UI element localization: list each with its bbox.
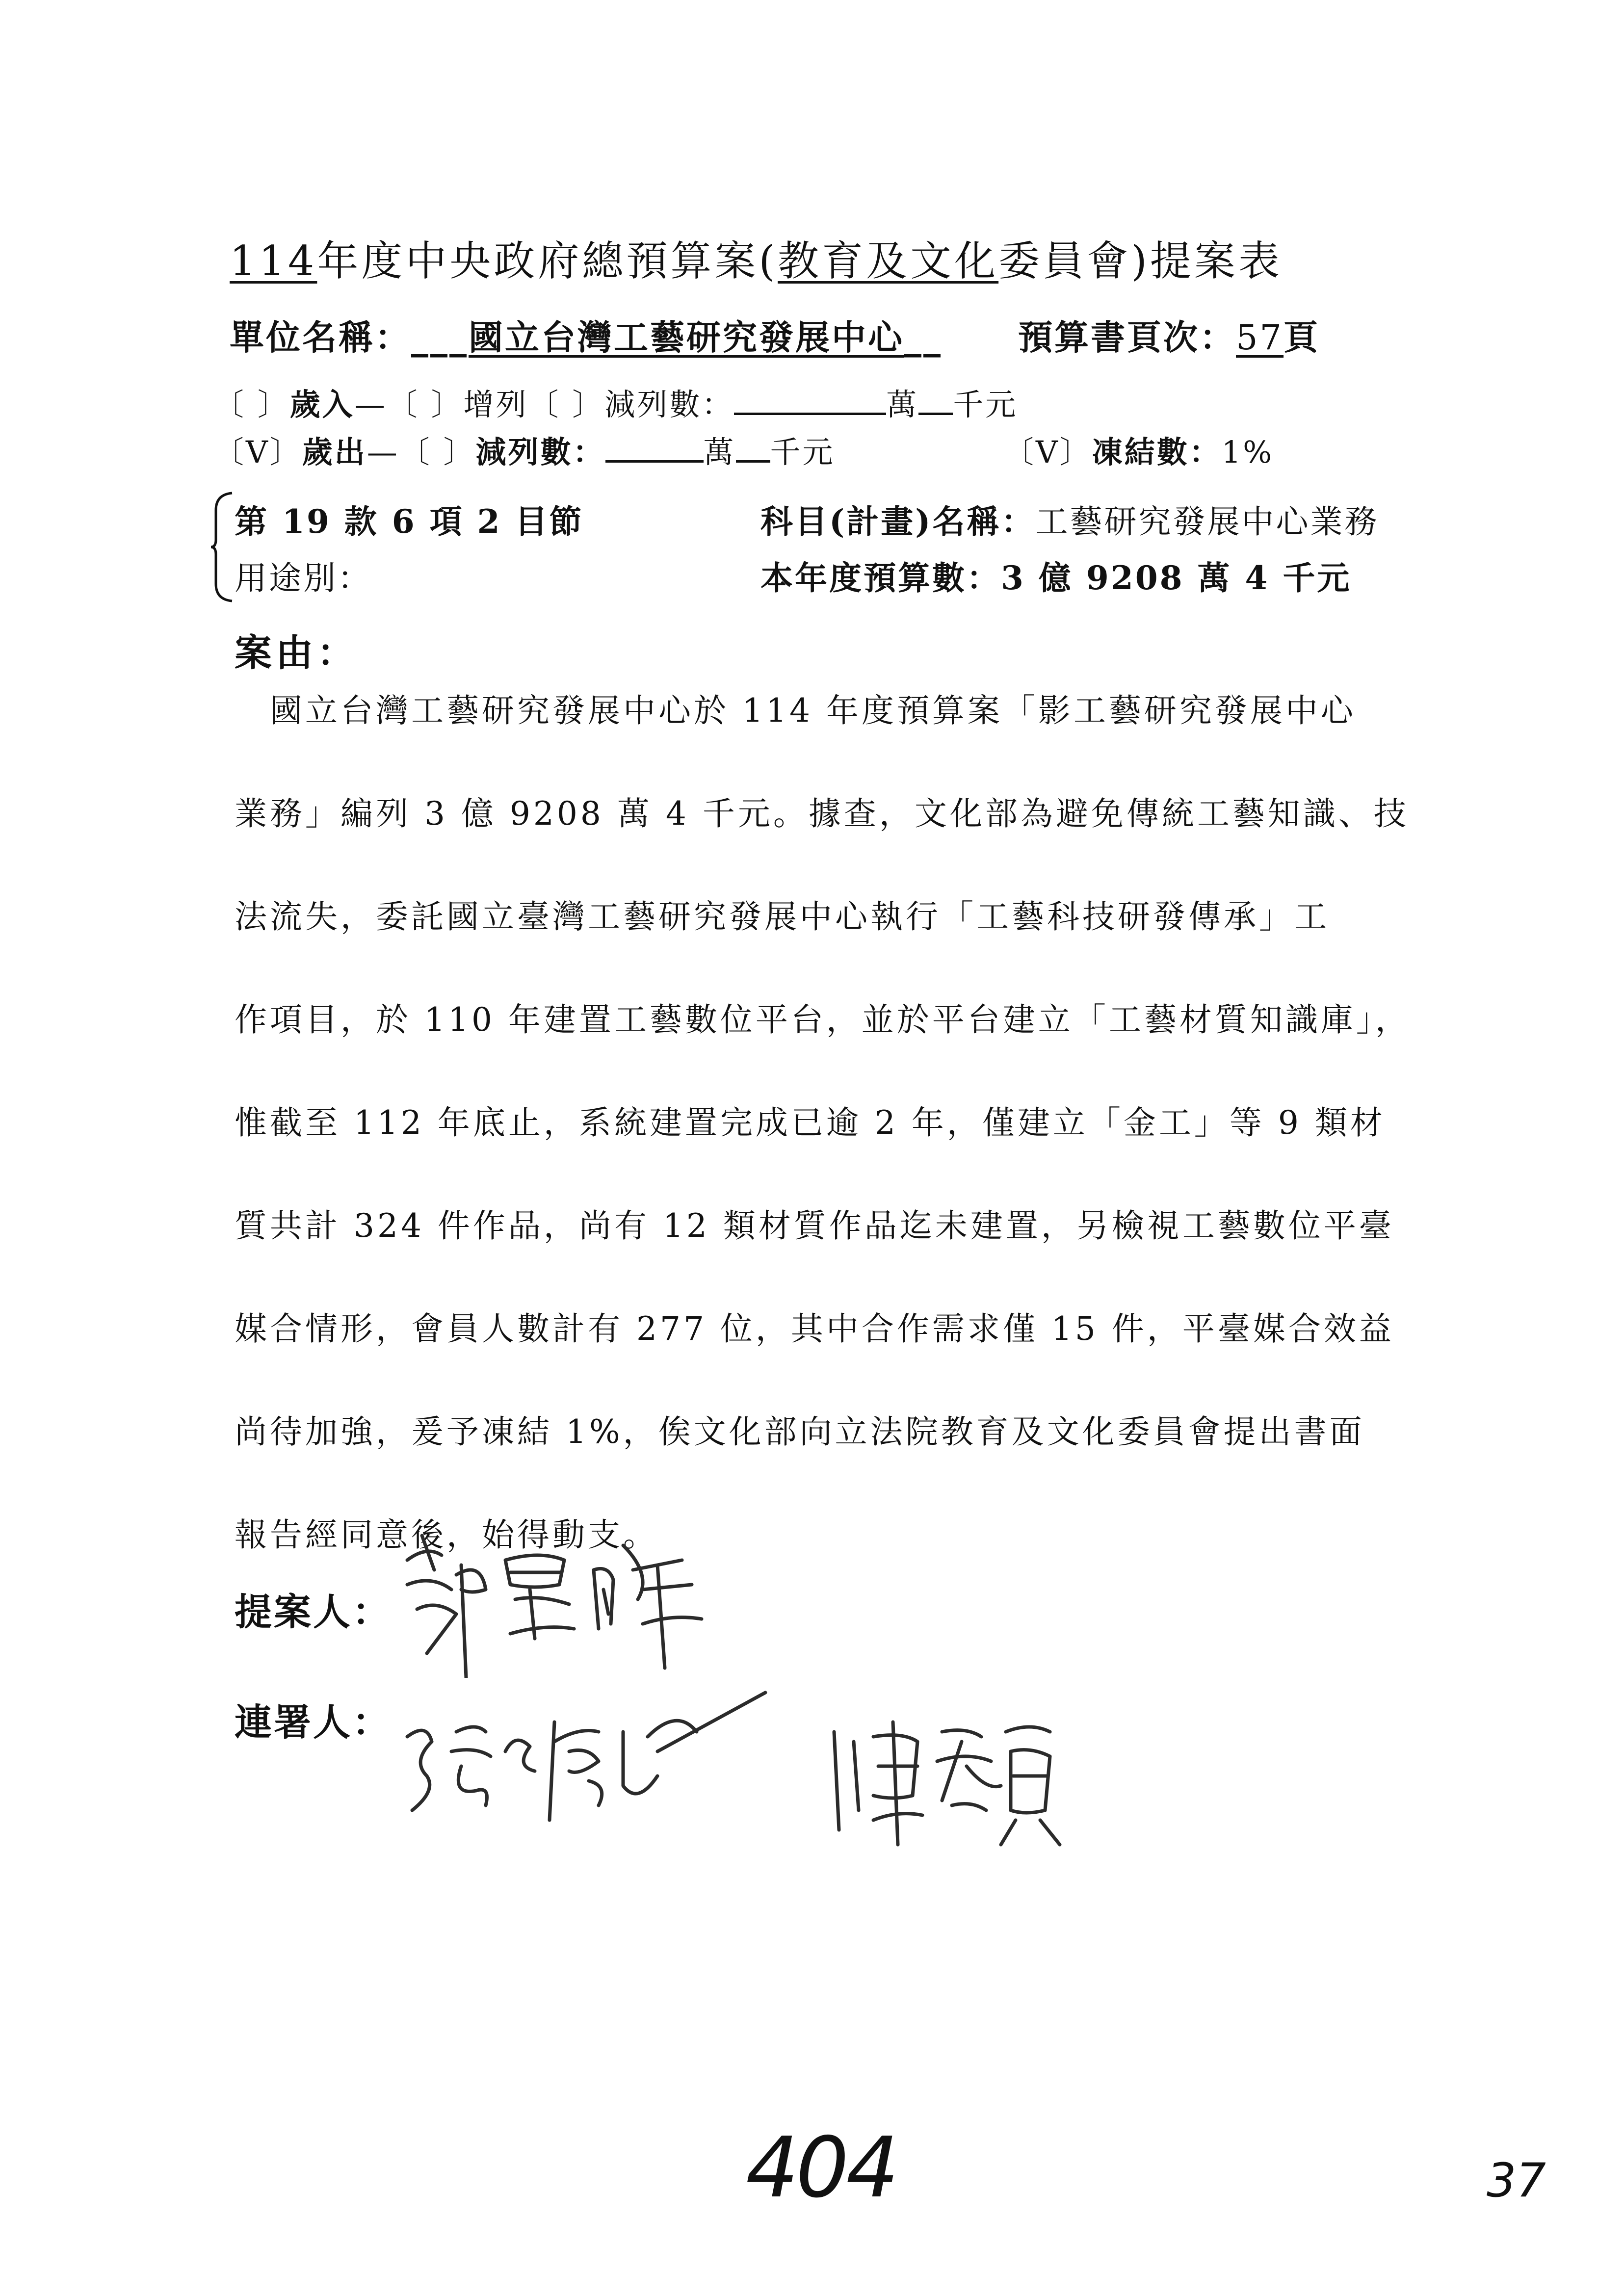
proposer-signature [388,1516,721,1678]
title-committee: 教育及文化 [778,237,999,285]
expense-row [213,428,835,471]
document-title [230,228,1283,287]
revenue-box: 〔 〕 [213,387,290,422]
unit-label: 單位名稱： [230,317,411,358]
revenue-decrease-label: 減列數： [604,387,734,422]
section-usage: 用途別： [235,559,372,597]
page-unit: 頁 [1283,317,1320,358]
reason-line: 尚待加強，爰予凍結 1%，俟文化部向立法院教育及文化委員會提出書面 [235,1413,1365,1451]
expense-qian-blank [736,430,770,463]
subject-row [760,496,1379,542]
reason-paragraph [235,684,1437,1612]
expense-wan: 萬 [703,434,736,470]
revenue-label: 歲入 [289,387,355,422]
freeze-value: 1% [1221,434,1274,470]
reason-line: 質共計 324 件作品，尚有 12 類材質作品迄未建置，另檢視工藝數位平臺 [235,1207,1394,1245]
unit-pre-blank: ___ [411,317,469,358]
section-bracket [210,491,235,603]
unit-name: 國立台灣工藝研究發展中心 [469,317,904,358]
cosigner-signature-2 [824,1712,1070,1850]
section-kuan: 第 19 款 6 項 2 目節 [235,502,584,541]
subject-value: 工藝研究發展中心業務 [1035,503,1379,541]
title-part2: 委員會)提案表 [998,237,1283,285]
expense-dash: — [367,434,399,470]
expense-qian: 千元 [770,434,835,470]
increase-box: 〔 〕 [387,387,464,422]
freeze-box: 〔V〕 [1003,434,1092,470]
expense-box: 〔V〕 [213,434,302,470]
expense-label: 歲出 [302,434,367,470]
cosigner-signature-1 [393,1678,775,1840]
cosigner-label: 連署人： [235,1700,392,1744]
title-year: 114 [230,237,317,285]
reason-line: 法流失，委託國立臺灣工藝研究發展中心執行「工藝科技研發傳承」工 [235,898,1330,936]
reason-heading: 案由： [235,631,358,675]
reason-line: 作項目，於 110 年建置工藝數位平台，並於平台建立「工藝材質知識庫」， [235,1001,1411,1039]
reason-line: 報告經同意後，始得動支。 [235,1516,658,1554]
budget-value: 3 億 9208 萬 4 千元 [1001,559,1352,597]
expense-decrease-label: 減列數： [475,434,605,470]
reason-line: 國立台灣工藝研究發展中心於 114 年度預算案「影工藝研究發展中心 [235,692,1356,730]
increase-label: 增列 [463,387,528,422]
revenue-wan: 萬 [886,387,919,422]
expense-wan-blank [605,430,704,463]
page-label: 預算書頁次： [1018,317,1236,358]
budget-label: 本年度預算數： [760,559,1001,597]
freeze-label: 凍結數： [1092,434,1222,470]
page-number: 37 [1487,2154,1546,2208]
unit-post-blank: __ [904,317,943,358]
handwritten-number: 404 [746,2119,896,2217]
revenue-qian-blank [918,382,953,415]
revenue-dash: — [354,387,387,422]
unit-row [230,310,943,360]
reason-line: 惟截至 112 年底止，系統建置完成已逾 2 年，僅建立「金工」等 9 類材 [235,1104,1386,1142]
title-part1: 年度中央政府總預算案( [317,237,778,285]
revenue-qian: 千元 [953,387,1018,422]
subject-label: 科目(計畫)名稱： [760,502,1036,541]
revenue-wan-blank [734,382,886,415]
expense-decrease-box: 〔 〕 [399,434,476,470]
revenue-row [213,380,1018,424]
proposer-label: 提案人： [235,1590,392,1634]
freeze-row [1003,428,1274,471]
page-value: 57 [1236,317,1284,358]
decrease-box: 〔 〕 [528,387,605,422]
reason-line: 業務」編列 3 億 9208 萬 4 千元。據查，文化部為避免傳統工藝知識、技 [235,795,1409,833]
budget-row [760,552,1351,599]
budget-page-ref [1018,310,1320,360]
reason-line: 媒合情形，會員人數計有 277 位，其中合作需求僅 15 件，平臺媒合效益 [235,1310,1394,1348]
